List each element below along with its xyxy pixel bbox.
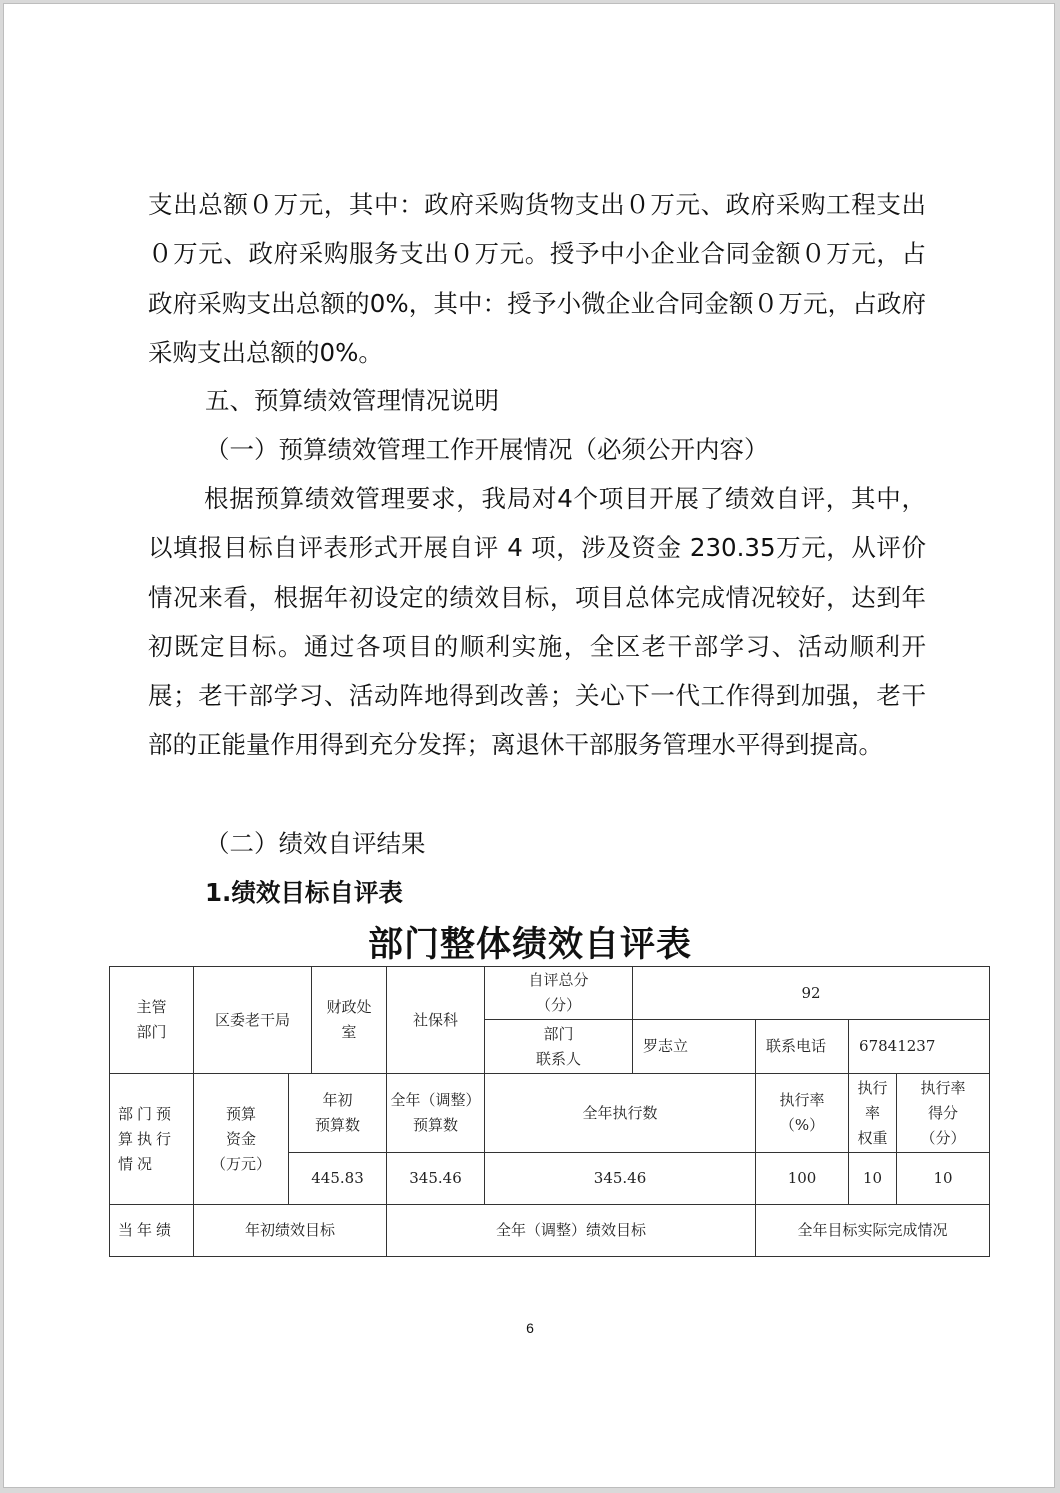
initial-budget-value-cell: 445.83 — [289, 1153, 387, 1205]
page-number: 6 — [526, 1320, 534, 1336]
subsection-heading-5-1: （一）预算绩效管理工作开展情况（必须公开内容） — [205, 435, 769, 464]
actual-exec-value-cell: 345.46 — [485, 1153, 756, 1205]
exec-label-cell: 部门预算执行情况 — [110, 1074, 194, 1205]
self-evaluation-table — [109, 966, 990, 1257]
phone-value-cell: 67841237 — [849, 1020, 990, 1074]
score-value-cell: 92 — [633, 967, 990, 1020]
finance-label-cell: 财政处 室 — [312, 967, 387, 1074]
item-heading-1: 1.绩效目标自评表 — [205, 878, 403, 907]
table-row — [110, 1205, 990, 1257]
rate-weight-value-cell: 10 — [849, 1153, 897, 1205]
actual-goal-header-cell: 全年目标实际完成情况 — [756, 1205, 990, 1257]
paragraph-procurement: 支出总额０万元，其中：政府采购货物支出０万元、政府采购工程支出０万元、政府采购服务支出０万元。授予中小企业合同金额０万元，占政府采购支出总额的0%，其中：授予小微企业合同金额０万元，占政府采购支出总额的0%。 — [148, 190, 926, 367]
contact-label-cell: 部门 联系人 — [485, 1020, 633, 1074]
exec-rate-value-cell: 100 — [756, 1153, 849, 1205]
exec-rate-label-cell: 执行率 （%） — [756, 1074, 849, 1153]
adjusted-goal-header-cell: 全年（调整）绩效目标 — [387, 1205, 756, 1257]
rate-weight-label-cell: 执行率 权重 — [849, 1074, 897, 1153]
dept-label-cell: 主管 部门 — [110, 967, 194, 1074]
rate-score-value-cell: 10 — [897, 1153, 990, 1205]
rate-score-label-cell: 执行率 得分 （分） — [897, 1074, 990, 1153]
initial-budget-label-cell: 年初 预算数 — [289, 1074, 387, 1153]
finance-value-cell: 社保科 — [387, 967, 485, 1074]
phone-label-cell: 联系电话 — [756, 1020, 849, 1074]
actual-exec-label-cell: 全年执行数 — [485, 1074, 756, 1153]
adjusted-budget-value-cell: 345.46 — [387, 1153, 485, 1205]
table-title: 部门整体绩效自评表 — [367, 924, 692, 965]
subsection-heading-5-2: （二）绩效自评结果 — [205, 829, 426, 858]
goal-label-cell: 当年绩 — [110, 1205, 194, 1257]
contact-value-cell: 罗志立 — [633, 1020, 756, 1074]
table-row — [110, 967, 990, 1020]
score-label-cell: 自评总分 （分） — [485, 967, 633, 1020]
section-heading-5: 五、预算绩效管理情况说明 — [205, 386, 499, 415]
fund-label-cell: 预算 资金 （万元） — [194, 1074, 289, 1205]
paragraph-performance: 根据预算绩效管理要求，我局对4个项目开展了绩效自评，其中，以填报目标自评表形式开展自评 4 项，涉及资金 230.35万元，从评价情况来看，根据年初设定的绩效目标，项目总体完成情况较好，达到年初既定目标。通过各项目的顺利实施，全区老干部学习、活动顺利开展；老干部学习、活动阵地得到改善；关心下一代工作得到加强，老干部的正能量作用得到充分发挥；离退休干部服务管理水平得到提高。 — [148, 484, 926, 760]
table-row — [110, 1074, 990, 1153]
dept-value-cell: 区委老干局 — [194, 967, 312, 1074]
initial-goal-header-cell: 年初绩效目标 — [194, 1205, 387, 1257]
adjusted-budget-label-cell: 全年（调整） 预算数 — [387, 1074, 485, 1153]
